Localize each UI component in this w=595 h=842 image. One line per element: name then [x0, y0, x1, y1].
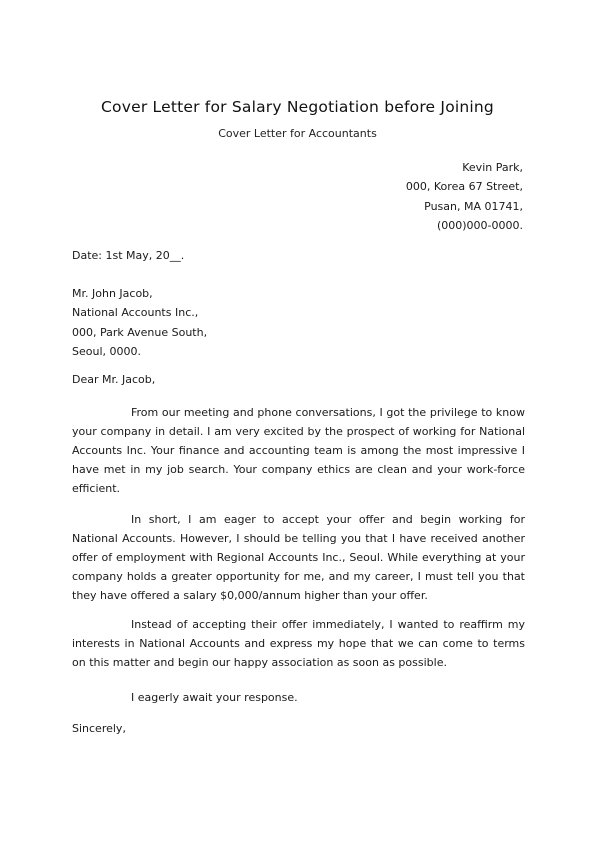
closing: Sincerely, — [72, 722, 126, 735]
letter-subtitle: Cover Letter for Accountants — [218, 127, 377, 140]
recipient-address-block — [72, 284, 207, 361]
body-paragraph-4: I eagerly await your response. — [131, 691, 298, 704]
recipient-city: Seoul, 0000. — [72, 344, 141, 358]
recipient-street: 000, Park Avenue South, — [72, 325, 208, 339]
sender-street: 000, Korea 67 Street, — [405, 180, 523, 194]
recipient-company: National Accounts Inc., — [72, 306, 199, 320]
salutation: Dear Mr. Jacob, — [72, 373, 156, 386]
sender-name: Kevin Park, — [462, 161, 523, 174]
body-paragraph-3: Instead of accepting their offer immediately, I wanted to reaffirm my interests in National Accounts and express my hope that we can come to terms on this matter and begin our happy association as soon as possible. — [72, 618, 525, 670]
sender-phone: (000)000-0000. — [436, 218, 523, 232]
body-paragraph-1: From our meeting and phone conversations, I got the privilege to know your company in detail. I am very excited by the prospect of working for National Accounts Inc. Your finance and accounting team is among the most impressive I have met in my job search. Your company ethics are clean and your work-force efficient. — [72, 406, 525, 496]
sender-city: Pusan, MA 01741, — [424, 199, 523, 213]
sender-address-block — [406, 158, 523, 235]
letter-title: Cover Letter for Salary Negotiation before Joining — [101, 98, 494, 116]
letter-date: Date: 1st May, 20__. — [72, 249, 185, 262]
body-paragraph-2: In short, I am eager to accept your offer and begin working for National Accounts. However, I should be telling you that I have received another offer of employment with Regional Accounts Inc., Seoul. While everything at your company holds a greater opportunity for me, and my career, I must tell you that they have offered a salary $0,000/annum higher than your offer. — [72, 513, 525, 603]
recipient-name: Mr. John Jacob, — [72, 287, 153, 300]
